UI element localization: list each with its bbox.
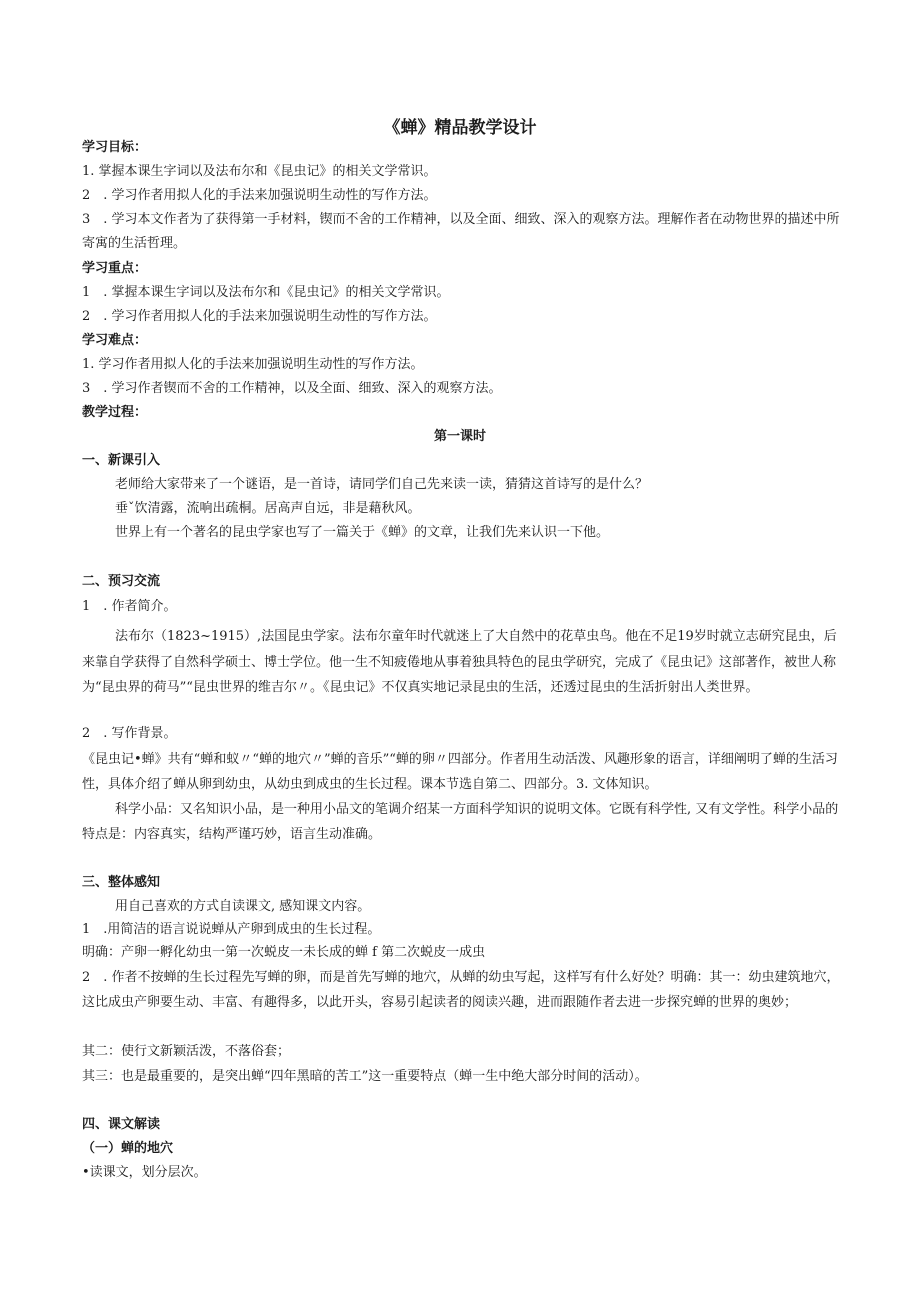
key-point-item: 1 . 掌握本课生字词以及法布尔和《昆虫记》的相关文学常识。 [82, 285, 450, 300]
section-heading: 三、整体感知 [82, 875, 161, 890]
goal-item: 1. 掌握本课生字词以及法布尔和《昆虫记》的相关文学常识。 [82, 164, 437, 179]
poem-line: 垂ˇ饮清露，流响出疏桐。居高声自远，非是藉秋风。 [115, 501, 421, 516]
section-heading: 四、课文解读 [82, 1117, 161, 1132]
paragraph: 用自己喜欢的方式自读课文, 感知课文内容。 [115, 899, 371, 914]
goals-heading: 学习目标： [82, 140, 148, 155]
answer: 明确：产卵一孵化幼虫一第一次蜕皮一未长成的蝉 f 第二次蜕皮一成虫 [82, 945, 486, 960]
paragraph: 世界上有一个著名的昆虫学家也写了一篇关于《蝉》的文章，让我们先来认识一下他。 [115, 525, 610, 540]
difficulties-heading: 学习难点： [82, 333, 148, 348]
lesson-title: 第一课时 [433, 429, 486, 444]
section-heading: 二、预习交流 [82, 574, 161, 589]
background-paragraph: 《昆虫记•蝉》共有“蝉和蚁〃“蝉的地穴〃”蝉的音乐”“蝉的卵〃四部分。作者用生动活泼、风趣形象的语言，详细阐明了蝉的生活习性，具体介绍了蝉从卵到幼虫，从幼虫到成虫的生长过程。课本节选自第二、四部分。3. 文体知识。 [82, 752, 838, 792]
list-item: 1 . 作者简介。 [82, 599, 177, 614]
difficulty-item: 3 . 学习作者锲而不舍的工作精神，以及全面、细致、深入的观察方法。 [82, 381, 502, 396]
paragraph: 老师给大家带来了一个谜语，是一首诗，请同学们自己先来读一读，猜猜这首诗写的是什么？ [115, 477, 649, 492]
list-item: •读课文，划分层次。 [82, 1165, 207, 1180]
question: 1 .用简洁的语言说说蝉从产卵到成虫的生长过程。 [82, 922, 381, 937]
subsection-heading: （一）蝉的地穴 [82, 1141, 174, 1156]
difficulty-item: 1. 学习作者用拟人化的手法来加强说明生动性的写作方法。 [82, 357, 424, 372]
goal-item: 3 . 学习本文作者为了获得第一手材料，锲而不舍的工作精神，以及全面、细致、深入的观察方法。理解作者在动物世界的描述中所寄寓的生活哲理。 [82, 212, 840, 251]
answer: 其三：也是最重要的，是突出蝉“四年黑暗的苦工”这一重要特点（蝉一生中绝大部分时间的活动）。 [82, 1069, 648, 1084]
question: 2 . 作者不按蝉的生长过程先写蝉的卵，而是首先写蝉的地穴，从蝉的幼虫写起，这样写有什么好处？明确：其一：幼虫建筑地穴，这比成虫产卵要生动、丰富、有趣得多，以此开头，容易引起读者的阅读兴趣，进而跟随作者去进一步探究蝉的世界的奥妙； [82, 970, 840, 1010]
document-title: 《蝉》精品教学设计 [383, 118, 537, 138]
genre-paragraph: 科学小品：又名知识小品，是一种用小品文的笔调介绍某一方面科学知识的说明文体。它既有科学性, 又有文学性。科学小品的特点是：内容真实，结构严谨巧妙，语言生动准确。 [82, 802, 839, 842]
goal-item: 2 . 学习作者用拟人化的手法来加强说明生动性的写作方法。 [82, 188, 437, 203]
author-bio: 法布尔（1823~1915）,法国昆虫学家。法布尔童年时代就迷上了大自然中的花草虫鸟。他在不足19岁时就立志研究昆虫，后来靠自学获得了自然科学硕士、博士学位。他一生不知疲倦地从事着独具特色的昆虫学研究，完成了《昆虫记》这部著作，被世人称为“昆虫界的荷马”“昆虫世界的维吉尔〃。《昆虫记》不仅真实地记录昆虫的生活，还透过昆虫的生活折射出人类世界。 [82, 629, 837, 695]
key-points-heading: 学习重点： [82, 261, 148, 276]
list-item: 2 . 写作背景。 [82, 726, 177, 741]
section-heading: 一、新课引入 [82, 453, 161, 468]
process-heading: 教学过程： [82, 405, 148, 420]
key-point-item: 2 . 学习作者用拟人化的手法来加强说明生动性的写作方法。 [82, 309, 437, 324]
answer: 其二：使行文新颖活泼，不落俗套； [82, 1044, 291, 1059]
